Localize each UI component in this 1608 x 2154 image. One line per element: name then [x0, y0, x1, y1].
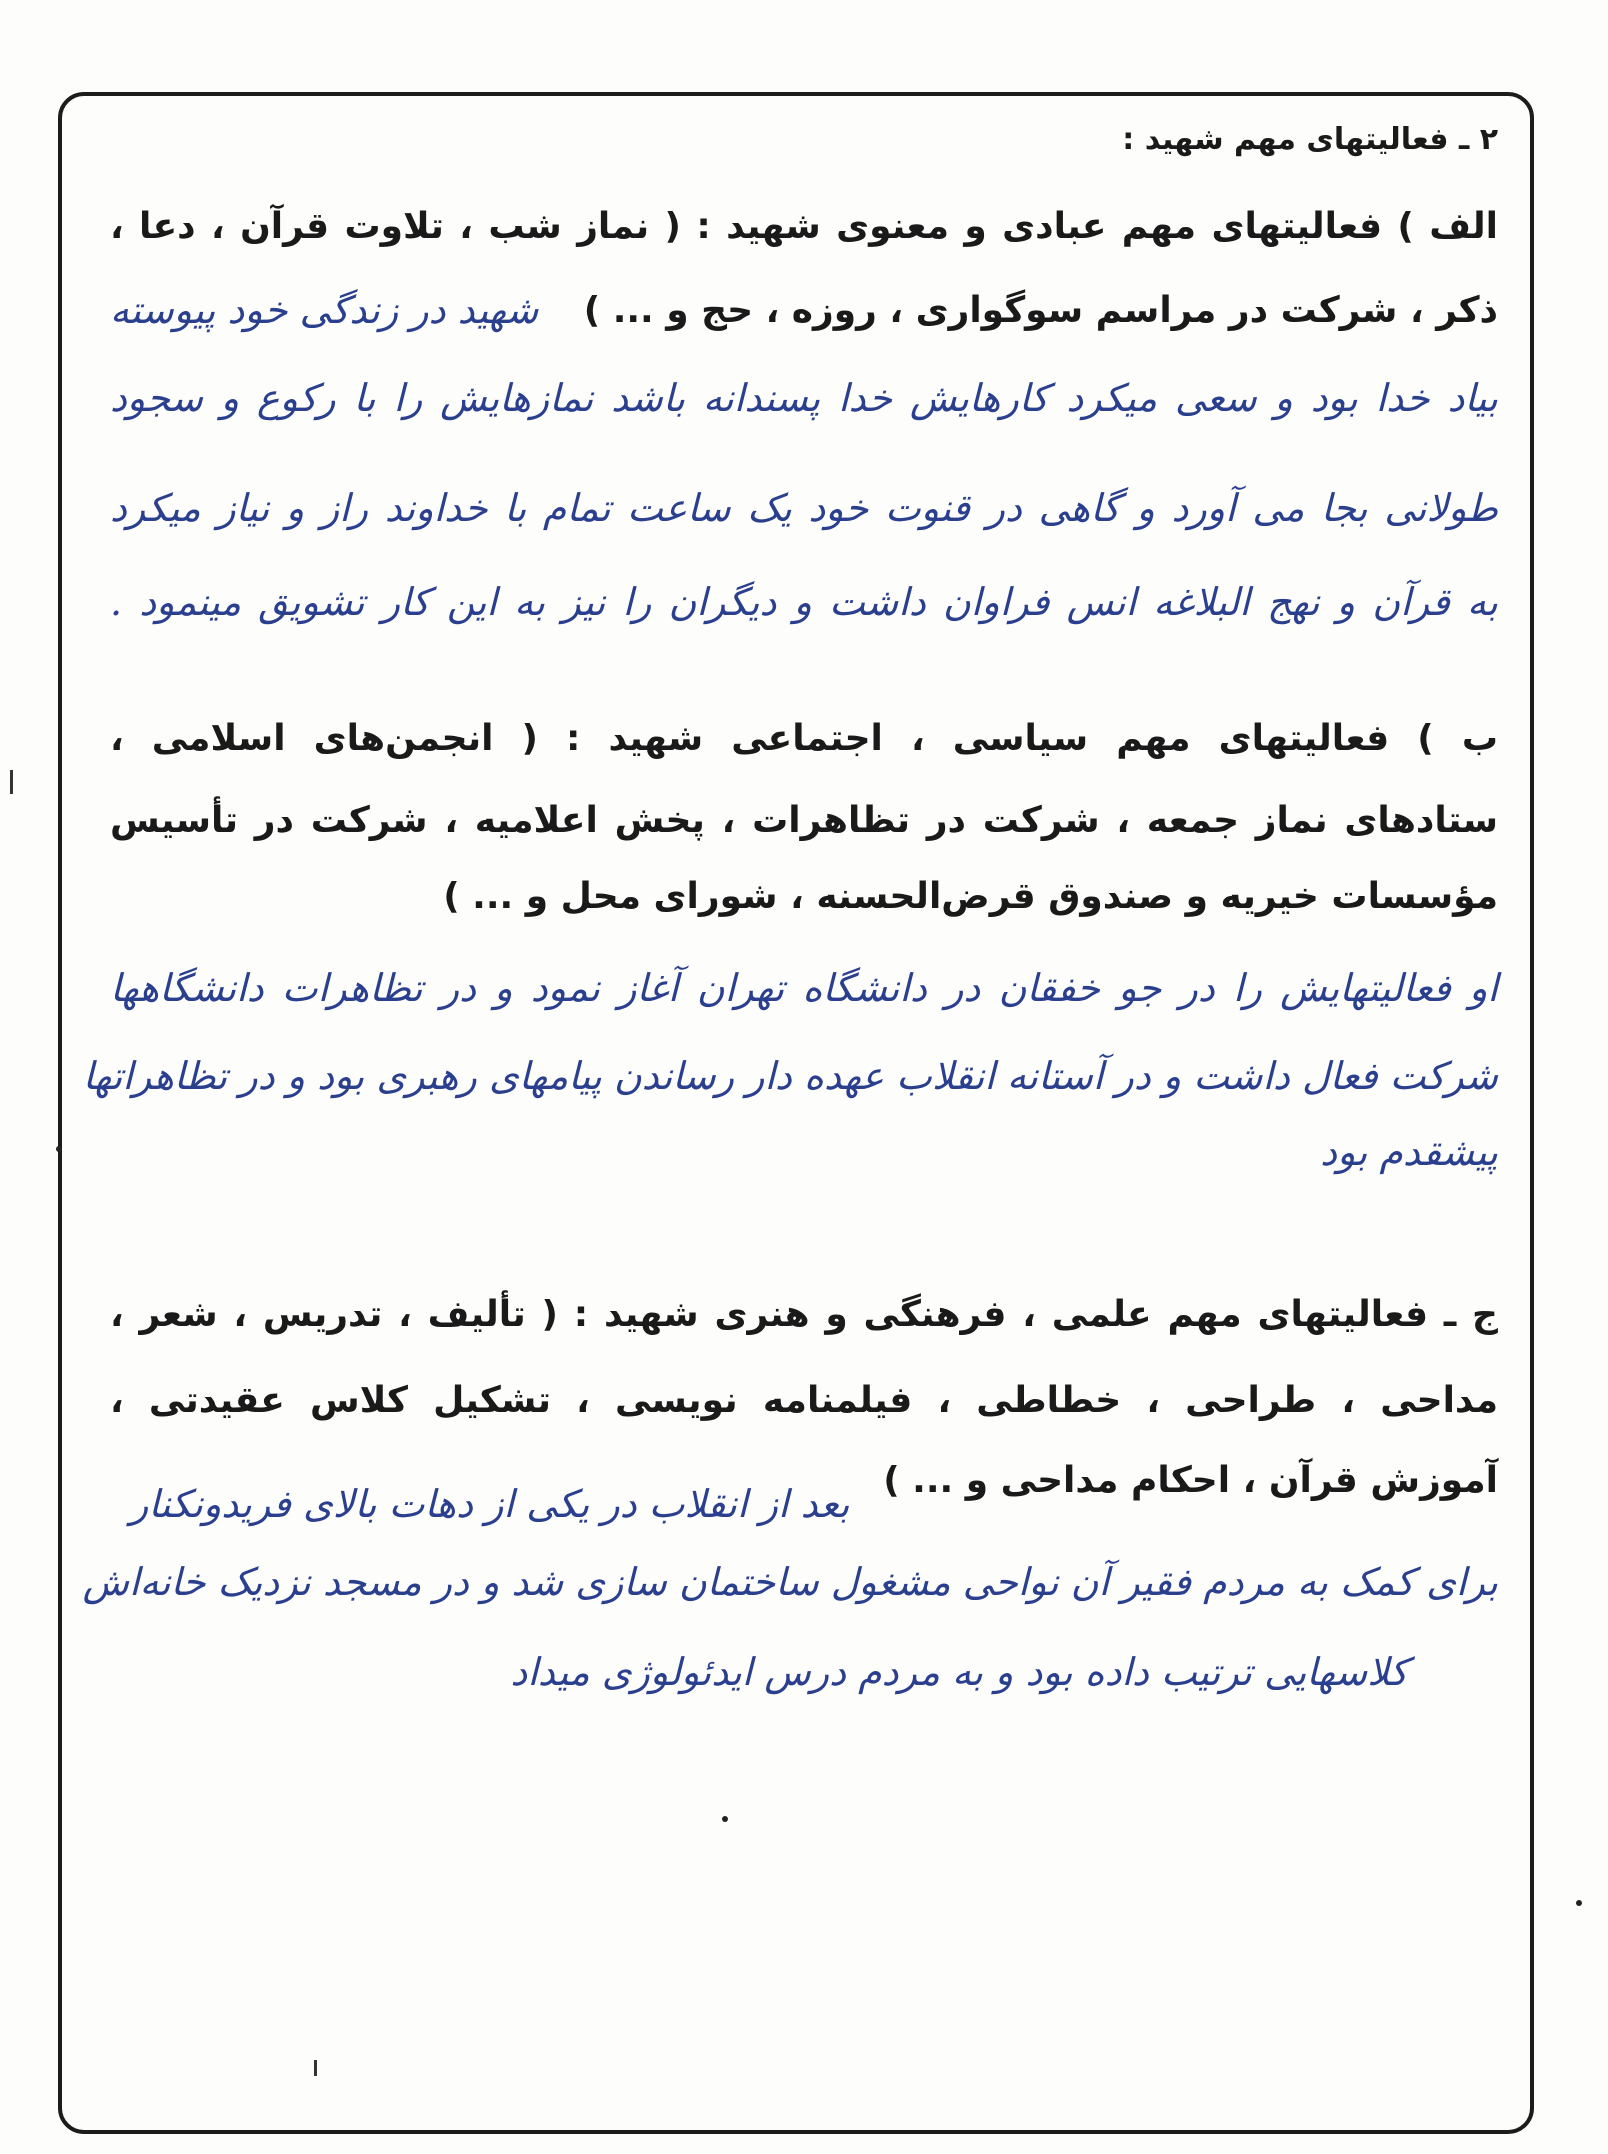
scan-mark: [314, 2060, 317, 2076]
section-c-handwritten-line-3: کلاسهایی ترتیب داده بود و به مردم درس ایدئولوژی میداد: [510, 1650, 1408, 1694]
section-a-printed-line-2: ذکر ، شرکت در مراسم سوگواری ، روزه ، حج و ... ): [583, 290, 1498, 331]
section-c-printed-line-2: مداحی ، طراحی ، خطاطی ، فیلمنامه نویسی ، تشکیل کلاس عقیدتی ،: [110, 1380, 1498, 1421]
section-c-handwritten-line-1: بعد از انقلاب در یکی از دهات بالای فریدونکنار: [130, 1482, 850, 1526]
section-a-handwritten-line-2: بیاد خدا بود و سعی میکرد کارهایش خدا پسندانه باشد نمازهایش را با رکوع و سجود: [110, 376, 1498, 420]
section-b-handwritten-line-1: او فعالیتهایش را در جو خفقان در دانشگاه تهران آغاز نمود و در تظاهرات دانشگاهها: [110, 966, 1498, 1010]
section-b-handwritten-line-3: پیشقدم بود: [1320, 1130, 1498, 1174]
section-a-printed-line-1: الف ) فعالیتهای مهم عبادی و معنوی شهید : ( نماز شب ، تلاوت قرآن ، دعا ،: [110, 206, 1498, 247]
section-heading: ۲ ـ فعالیتهای مهم شهید :: [1122, 122, 1498, 157]
scan-mark: [10, 770, 13, 794]
section-c-printed-line-3: آموزش قرآن ، احکام مداحی و ... ): [883, 1460, 1498, 1501]
scan-speck: [1576, 1900, 1582, 1906]
section-b-printed-line-2: ستادهای نماز جمعه ، شرکت در تظاهرات ، پخش اعلامیه ، شرکت در تأسیس: [110, 800, 1498, 841]
section-a-handwritten-line-1: شهید در زندگی خود پیوسته: [110, 288, 539, 332]
section-a-handwritten-line-4: به قرآن و نهج البلاغه انس فراوان داشت و دیگران را نیز به این کار تشویق مینمود .: [110, 580, 1498, 624]
section-b-handwritten-line-2: شرکت فعال داشت و در آستانه انقلاب عهده دار رساندن پیامهای رهبری بود و در تظاهراتها: [82, 1054, 1498, 1098]
section-b-printed-line-1: ب ) فعالیتهای مهم سیاسی ، اجتماعی شهید : ( انجمن‌های اسلامی ،: [110, 718, 1498, 759]
scan-speck: [722, 1816, 728, 1822]
section-b-printed-line-3: مؤسسات خیریه و صندوق قرض‌الحسنه ، شورای محل و ... ): [443, 876, 1498, 917]
section-c-printed-line-1: ج ـ فعالیتهای مهم علمی ، فرهنگی و هنری شهید : ( تألیف ، تدریس ، شعر ،: [110, 1294, 1498, 1335]
section-c-handwritten-line-2: برای کمک به مردم فقیر آن نواحی مشغول ساختمان سازی شد و در مسجد نزدیک خانه‌اش: [82, 1560, 1498, 1604]
section-a-handwritten-line-3: طولانی بجا می آورد و گاهی در قنوت خود یک ساعت تمام با خداوند راز و نیاز میکرد: [110, 486, 1498, 530]
scan-speck: [56, 1146, 62, 1152]
